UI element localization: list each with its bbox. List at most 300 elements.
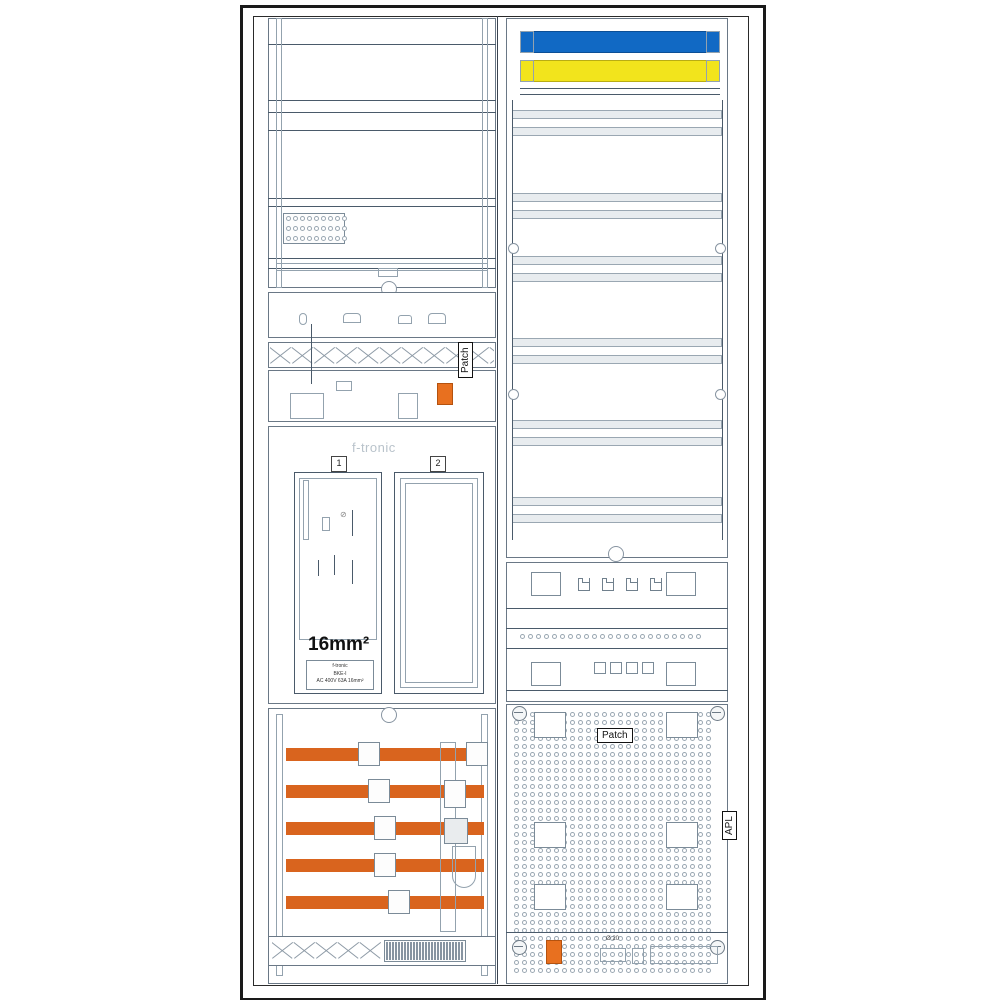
perforation-dot	[602, 760, 607, 765]
perforation-dot	[546, 920, 551, 925]
perforation-dot	[642, 744, 647, 749]
perforation-dot	[690, 776, 695, 781]
perforation-dot	[578, 904, 583, 909]
perforation-dot	[698, 752, 703, 757]
perforation-dot	[530, 816, 535, 821]
comb-tooth	[446, 942, 448, 960]
perforation-dot	[586, 840, 591, 845]
perforation-dot	[578, 888, 583, 893]
perforation-dot	[706, 936, 711, 941]
perforation-dot	[546, 776, 551, 781]
device-cap	[428, 313, 446, 324]
perforation-dot	[514, 792, 519, 797]
perforation-dot	[594, 840, 599, 845]
perforation-dot	[698, 832, 703, 837]
perforation-dot	[698, 968, 703, 973]
perforation-dot	[698, 880, 703, 885]
perforation-dot	[650, 792, 655, 797]
perforation-dot	[626, 824, 631, 829]
perforation-dot	[682, 816, 687, 821]
upper-right-compartment	[506, 18, 728, 558]
perforation-dot	[642, 824, 647, 829]
perforation-dot	[578, 880, 583, 885]
comb-tooth	[386, 942, 388, 960]
perforation-dot	[618, 784, 623, 789]
perforation-dot	[634, 888, 639, 893]
perforation-dot	[706, 896, 711, 901]
perforation-dot	[307, 226, 312, 231]
perforation-dot	[538, 936, 543, 941]
perforation-dot	[674, 776, 679, 781]
perforation-dot	[570, 864, 575, 869]
rj45-port[interactable]	[626, 578, 638, 591]
perforation-dot	[642, 848, 647, 853]
perforation-dot	[594, 784, 599, 789]
perforation-dot	[594, 752, 599, 757]
perforation-dot	[650, 768, 655, 773]
perforation-dot	[586, 944, 591, 949]
perforation-dot	[666, 968, 671, 973]
perforation-dot	[626, 880, 631, 885]
perforation-dot	[562, 856, 567, 861]
perforation-dot	[698, 720, 703, 725]
perforation-dot	[578, 768, 583, 773]
perforation-dot	[706, 864, 711, 869]
perforation-dot	[570, 744, 575, 749]
perforation-dot	[592, 634, 597, 639]
left-inner-rail	[276, 18, 282, 288]
perforation-dot	[530, 960, 535, 965]
din-rail	[398, 393, 418, 419]
pe-bar-end-cap	[520, 60, 534, 82]
perforation-dot	[642, 760, 647, 765]
perforation-dot	[576, 634, 581, 639]
perforation-dot	[650, 848, 655, 853]
perforation-dot	[706, 816, 711, 821]
perforation-dot	[293, 216, 298, 221]
perforation-dot	[514, 968, 519, 973]
perforation-dot	[608, 634, 613, 639]
perforation-dot	[618, 896, 623, 901]
perforation-dot	[650, 904, 655, 909]
perforation-dot	[586, 824, 591, 829]
perforation-dot	[602, 768, 607, 773]
perforation-dot	[634, 896, 639, 901]
perforation-dot	[314, 216, 319, 221]
small-terminal	[336, 381, 352, 391]
perforation-dot	[293, 236, 298, 241]
perforation-dot	[530, 808, 535, 813]
perforation-dot	[594, 960, 599, 965]
perforation-dot	[682, 968, 687, 973]
perforation-dot	[650, 744, 655, 749]
perforation-dot	[658, 872, 663, 877]
mount-hole	[381, 707, 397, 723]
orange-connector	[546, 940, 562, 964]
comb-tooth	[431, 942, 433, 960]
perforation-dot	[538, 808, 543, 813]
perforation-dot	[682, 800, 687, 805]
divider-line	[268, 100, 496, 101]
perforation-dot	[602, 800, 607, 805]
perforation-dot	[562, 936, 567, 941]
perforation-dot	[610, 768, 615, 773]
comb-tooth	[434, 942, 436, 960]
rj45-port[interactable]	[578, 578, 590, 591]
perforation-dot	[610, 816, 615, 821]
perforation-dot	[650, 816, 655, 821]
perforation-dot	[698, 760, 703, 765]
perforation-dot	[522, 744, 527, 749]
perforation-dot	[618, 720, 623, 725]
perforation-dot	[586, 952, 591, 957]
perforation-dot	[538, 864, 543, 869]
perforation-dot	[554, 864, 559, 869]
perforation-dot	[706, 720, 711, 725]
perforation-dot	[634, 848, 639, 853]
perforation-dot	[642, 872, 647, 877]
rj45-port[interactable]	[650, 578, 662, 591]
rj45-port[interactable]	[602, 578, 614, 591]
perforation-dot	[626, 912, 631, 917]
perforation-dot	[578, 752, 583, 757]
perforation-dot	[570, 944, 575, 949]
perforation-dot	[682, 768, 687, 773]
perforation-dot	[658, 800, 663, 805]
perforation-dot	[594, 896, 599, 901]
perforation-dot	[586, 888, 591, 893]
perforation-dot	[578, 712, 583, 717]
perforation-dot	[666, 848, 671, 853]
perforation-dot	[586, 784, 591, 789]
perforation-dot	[650, 784, 655, 789]
perforation-dot	[624, 634, 629, 639]
perforation-dot	[307, 236, 312, 241]
perforation-dot	[642, 816, 647, 821]
perforation-dot	[570, 904, 575, 909]
perforation-dot	[554, 808, 559, 813]
perforation-dot	[586, 864, 591, 869]
perforation-dot	[602, 888, 607, 893]
perforation-dot	[634, 832, 639, 837]
device-module	[444, 818, 468, 844]
perforation-dot	[594, 720, 599, 725]
perforation-dot	[314, 236, 319, 241]
perforation-dot	[570, 840, 575, 845]
perforation-dot	[666, 912, 671, 917]
shelf-rail	[512, 210, 722, 219]
perforation-dot	[578, 816, 583, 821]
perforation-dot	[674, 856, 679, 861]
perforation-dot	[522, 904, 527, 909]
perforation-dot	[514, 736, 519, 741]
perforation-dot	[562, 760, 567, 765]
perforation-dot	[546, 816, 551, 821]
perforation-dot	[658, 744, 663, 749]
perforation-dot	[522, 896, 527, 901]
shelf-rail	[512, 338, 722, 347]
perforation-dot	[656, 634, 661, 639]
shelf-rail	[512, 110, 722, 119]
perforation-dot	[546, 968, 551, 973]
perforation-dot	[602, 784, 607, 789]
perforation-dot	[522, 840, 527, 845]
perforation-dot	[626, 808, 631, 813]
perforation-dot	[642, 920, 647, 925]
comb-tooth	[392, 942, 394, 960]
comb-tooth	[407, 942, 409, 960]
perforation-dot	[698, 824, 703, 829]
perforation-dot	[538, 952, 543, 957]
perforation-dot	[626, 952, 631, 957]
perforation-dot	[690, 920, 695, 925]
perforation-dot	[530, 936, 535, 941]
bottom-strip	[650, 946, 718, 964]
perforation-dot	[546, 760, 551, 765]
perforation-dot	[626, 936, 631, 941]
perforation-dot	[674, 760, 679, 765]
perforation-dot	[706, 888, 711, 893]
mount-hole	[508, 389, 519, 400]
perforation-dot	[522, 792, 527, 797]
perforation-dot	[698, 864, 703, 869]
perforation-dot	[690, 848, 695, 853]
perforation-dot	[602, 864, 607, 869]
perforation-dot	[706, 752, 711, 757]
diameter-note: Ø 20	[606, 936, 620, 942]
perforation-dot	[570, 720, 575, 725]
perforation-dot	[514, 912, 519, 917]
comb-tooth	[443, 942, 445, 960]
perforation-dot	[642, 968, 647, 973]
perforation-dot	[642, 752, 647, 757]
perforation-dot	[658, 712, 663, 717]
perforation-dot	[626, 920, 631, 925]
perforation-dot	[666, 864, 671, 869]
perforation-dot	[634, 792, 639, 797]
perforation-dot	[530, 800, 535, 805]
perforation-dot	[706, 768, 711, 773]
perforation-dot	[514, 872, 519, 877]
perforation-dot	[690, 744, 695, 749]
meter-detail	[322, 517, 330, 531]
perforation-dot	[626, 768, 631, 773]
comb-tooth	[404, 942, 406, 960]
perforation-dot	[610, 832, 615, 837]
perforation-dot	[578, 720, 583, 725]
perforation-dot	[522, 728, 527, 733]
perforation-dot	[578, 728, 583, 733]
comb-tooth	[422, 942, 424, 960]
perforation-dot	[586, 912, 591, 917]
perforation-dot	[562, 744, 567, 749]
perforation-dot	[286, 216, 291, 221]
divider-line	[268, 198, 496, 199]
perforation-dot	[342, 216, 347, 221]
perforation-dot	[530, 792, 535, 797]
perforation-dot	[514, 760, 519, 765]
perforation-dot	[618, 760, 623, 765]
comb-tooth	[449, 942, 451, 960]
perforation-dot	[570, 816, 575, 821]
perforation-dot	[584, 634, 589, 639]
divider-line	[268, 258, 496, 259]
perforation-dot	[690, 864, 695, 869]
perforation-dot	[300, 216, 305, 221]
perforation-dot	[538, 872, 543, 877]
comb-tooth	[458, 942, 460, 960]
perforation-dot	[658, 792, 663, 797]
perforation-dot	[618, 968, 623, 973]
perforation-dot	[618, 912, 623, 917]
perforation-dot	[286, 236, 291, 241]
perforation-dot	[538, 784, 543, 789]
perforation-dot	[634, 752, 639, 757]
perforation-dot	[530, 968, 535, 973]
shelf-line	[506, 690, 728, 691]
comb-tooth	[389, 942, 391, 960]
perforation-dot	[594, 936, 599, 941]
perforation-dot	[586, 936, 591, 941]
perforation-dot	[626, 840, 631, 845]
perforation-dot	[546, 864, 551, 869]
perforation-dot	[682, 760, 687, 765]
perforation-dot	[610, 888, 615, 893]
cable-gland	[632, 948, 644, 964]
perforation-dot	[698, 912, 703, 917]
perforation-dot	[520, 634, 525, 639]
perforation-dot	[538, 760, 543, 765]
perforation-dot	[594, 760, 599, 765]
perforation-dot	[650, 968, 655, 973]
perforation-dot	[594, 808, 599, 813]
perforation-dot	[328, 236, 333, 241]
plate-module	[666, 712, 698, 738]
perforation-dot	[514, 808, 519, 813]
comb-tooth	[413, 942, 415, 960]
perforation-dot	[626, 888, 631, 893]
perforation-dot	[586, 744, 591, 749]
perforation-dot	[610, 808, 615, 813]
perforation-dot	[522, 760, 527, 765]
device-cap	[398, 315, 412, 324]
perforation-dot	[640, 634, 645, 639]
perforation-dot	[578, 840, 583, 845]
perforation-dot	[562, 848, 567, 853]
perforation-dot	[618, 832, 623, 837]
perforation-dot	[698, 728, 703, 733]
perforation-dot	[618, 808, 623, 813]
perforation-dot	[570, 712, 575, 717]
perforation-dot	[600, 634, 605, 639]
perforation-dot	[530, 760, 535, 765]
perforation-dot	[522, 736, 527, 741]
perforation-dot	[698, 848, 703, 853]
perforation-dot	[570, 856, 575, 861]
perforation-dot	[522, 888, 527, 893]
perforation-dot	[594, 792, 599, 797]
perforation-dot	[562, 968, 567, 973]
perforation-dot	[618, 880, 623, 885]
perforation-dot	[514, 896, 519, 901]
perforation-dot	[634, 808, 639, 813]
perforation-dot	[650, 728, 655, 733]
perforation-dot	[642, 712, 647, 717]
perforation-dot	[522, 872, 527, 877]
bar-bracket	[520, 88, 720, 89]
perforation-dot	[626, 968, 631, 973]
perforation-dot	[554, 912, 559, 917]
perforation-dot	[546, 752, 551, 757]
perforation-dot	[578, 936, 583, 941]
perforation-dot	[594, 952, 599, 957]
perforation-dot	[538, 960, 543, 965]
perforation-dot	[642, 840, 647, 845]
perforation-dot	[570, 752, 575, 757]
perforation-dot	[682, 856, 687, 861]
perforation-dot	[650, 832, 655, 837]
perforation-dot	[602, 912, 607, 917]
perforation-dot	[554, 744, 559, 749]
perforation-dot	[570, 784, 575, 789]
perforation-dot	[664, 634, 669, 639]
device-cap	[343, 313, 361, 323]
comb-tooth	[437, 942, 439, 960]
perforation-dot	[634, 728, 639, 733]
perforation-dot	[586, 816, 591, 821]
perforation-dot	[626, 800, 631, 805]
perforation-dot	[546, 768, 551, 773]
perforation-dot	[514, 768, 519, 773]
perforation-dot	[602, 840, 607, 845]
perforation-dot	[568, 634, 573, 639]
perforation-dot	[514, 920, 519, 925]
perforation-dot	[650, 776, 655, 781]
perforation-dot	[570, 920, 575, 925]
comb-tooth	[401, 942, 403, 960]
perforation-dot	[530, 848, 535, 853]
perforation-dot	[562, 920, 567, 925]
meter-slot-2-label: 2	[430, 456, 446, 472]
perforation-dot	[634, 864, 639, 869]
perforation-dot	[642, 768, 647, 773]
perforation-dot	[706, 832, 711, 837]
perforation-dot	[674, 800, 679, 805]
perforation-dot	[544, 634, 549, 639]
port-slot	[610, 662, 622, 674]
indicator	[299, 313, 307, 325]
perforation-dot	[562, 768, 567, 773]
perforation-dot	[562, 808, 567, 813]
perforation-dot	[642, 864, 647, 869]
perforation-dot	[706, 840, 711, 845]
perforation-dot	[538, 792, 543, 797]
perforation-dot	[594, 920, 599, 925]
comb-tooth	[425, 942, 427, 960]
perforation-dot	[578, 776, 583, 781]
perforation-dot	[586, 800, 591, 805]
comb-tooth	[461, 942, 463, 960]
perforation-dot	[570, 896, 575, 901]
perforation-dot	[554, 816, 559, 821]
perforation-dot	[328, 226, 333, 231]
perforation-dot	[706, 744, 711, 749]
plate-module	[534, 884, 566, 910]
perforation-dot	[570, 872, 575, 877]
perforation-dot	[570, 768, 575, 773]
perforation-dot	[674, 848, 679, 853]
perforation-dot	[682, 936, 687, 941]
